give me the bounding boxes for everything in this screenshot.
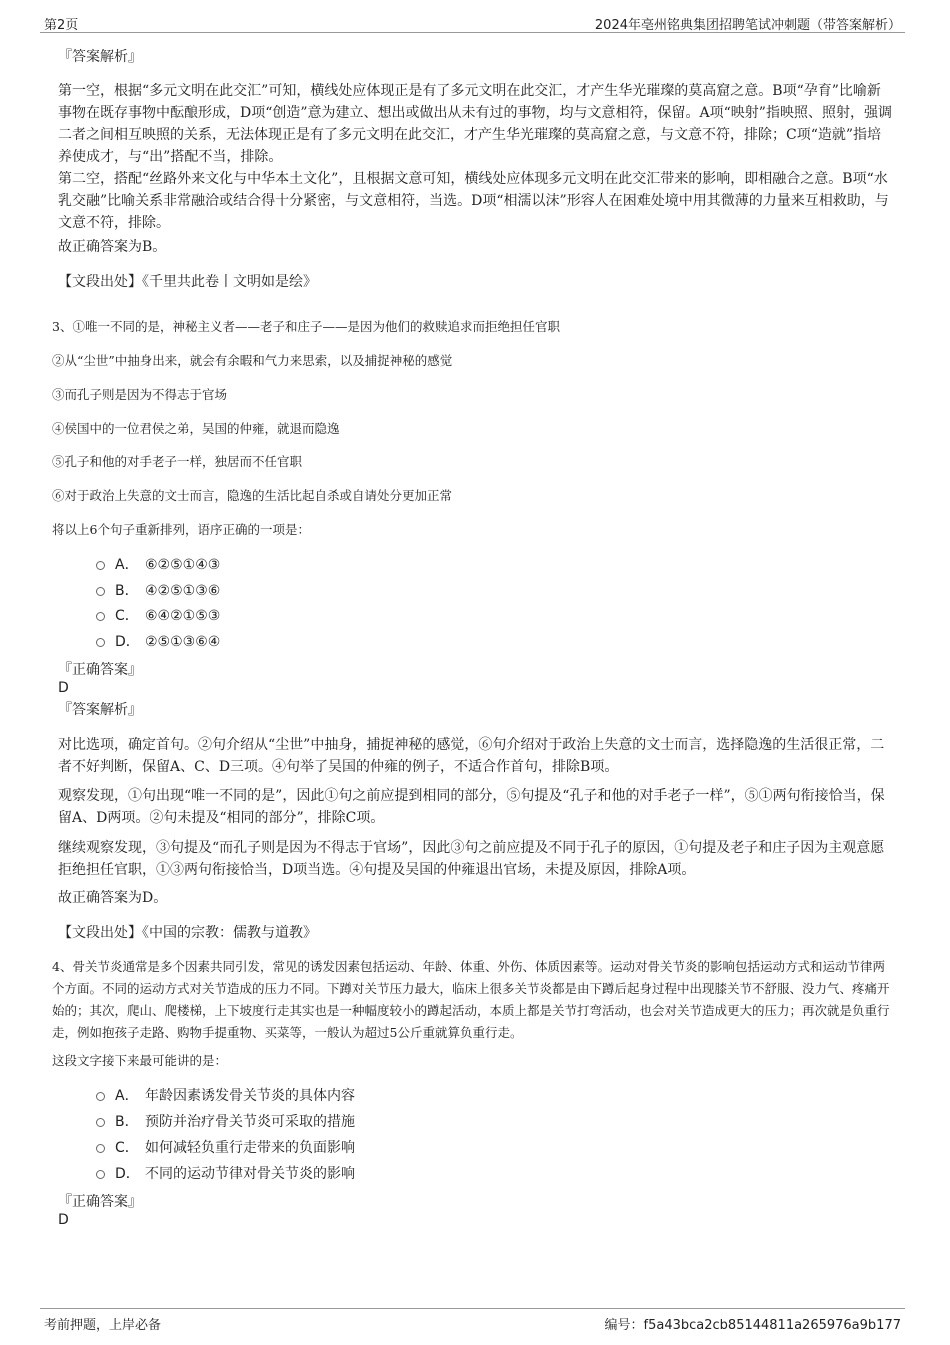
q2-analysis-p2: 第二空，搭配“丝路外来文化与中华本土文化”，且根据文意可知，横线处应体现多元文明在此交汇带来的影响，即相融合之意。B项“水乳交融”比喻关系非常融洽或结合得十分紧密，与文意相符，当选。D项“相濡以沫”形容人在困难处境中用其微薄的力量来互相救助，与文意不符，排除。 bbox=[58, 171, 889, 231]
q3-sentence-3: ③而孔子则是因为不得志于官场 bbox=[52, 387, 228, 402]
q4-option-b[interactable]: B． 预防并治疗骨关节炎可采取的措施 bbox=[96, 1111, 355, 1133]
radio-icon[interactable] bbox=[96, 1170, 105, 1179]
page-header bbox=[40, 10, 905, 33]
q3-option-b[interactable]: B． ④②⑤①③⑥ bbox=[96, 580, 220, 602]
q3-correct-answer: D bbox=[58, 680, 69, 696]
document-code: 编号：f5a43bca2cb85144811a265976a9b177 bbox=[604, 1318, 901, 1333]
q4-option-c[interactable]: C． 如何减轻负重行走带来的负面影响 bbox=[96, 1137, 355, 1159]
q4-stem: 4、骨关节炎通常是多个因素共同引发，常见的诱发因素包括运动、年龄、体重、外伤、体质因素等。运动对骨关节炎的影响包括运动方式和运动节律两个方面。不同的运动方式对关节造成的压力不同。下蹲对关节压力最大，临床上很多关节炎都是由下蹲后起身过程中出现膝关节不舒服、没力气、疼痛开始的；其次，爬山、爬楼梯，上下坡度行走其实也是一种幅度较小的蹲起活动，本质上都是关节打弯活动，也会对关节造成更大的压力；再次就是负重行走，例如抱孩子走路、购物手提重物、买菜等，一般认为超过5公斤重就算负重行走。 bbox=[52, 959, 890, 1040]
q3-analysis-p2: 观察发现，①句出现“唯一不同的是”，因此①句之前应提到相同的部分，⑤句提及“孔子和他的对手老子一样”，⑤①两句衔接恰当，保留A、D两项。②句未提及“相同的部分”，排除C项。 bbox=[58, 788, 885, 826]
radio-icon[interactable] bbox=[96, 1092, 105, 1101]
q3-option-a[interactable]: A． ⑥②⑤①④③ bbox=[96, 554, 220, 576]
document-title: 2024年亳州铭典集团招聘笔试冲刺题（带答案解析） bbox=[594, 18, 901, 33]
q3-sentence-4: ④侯国中的一位君侯之弟，吴国的仲雍，就退而隐逸 bbox=[52, 421, 340, 436]
radio-icon[interactable] bbox=[96, 561, 105, 570]
q4-option-d[interactable]: D． 不同的运动节律对骨关节炎的影响 bbox=[96, 1163, 355, 1185]
q4-correct-answer: D bbox=[58, 1212, 69, 1228]
q3-sentence-5: ⑤孔子和他的对手老子一样，独居而不任官职 bbox=[52, 454, 303, 469]
q2-source: 【文段出处】《千里共此卷丨文明如是绘》 bbox=[58, 274, 317, 290]
q4-question: 这段文字接下来最可能讲的是： bbox=[52, 1053, 228, 1068]
footer-slogan: 考前押题，上岸必备 bbox=[44, 1318, 162, 1333]
q3-option-c[interactable]: C． ⑥④②①⑤③ bbox=[96, 605, 220, 627]
q4-correct-title: 『正确答案』 bbox=[58, 1194, 142, 1210]
radio-icon[interactable] bbox=[96, 638, 105, 647]
q2-analysis-title: 『答案解析』 bbox=[58, 49, 142, 65]
radio-icon[interactable] bbox=[96, 1144, 105, 1153]
q3-sentence-6: ⑥对于政治上失意的文士而言，隐逸的生活比起自杀或自请处分更加正常 bbox=[52, 488, 453, 503]
page-footer bbox=[40, 1308, 905, 1333]
radio-icon[interactable] bbox=[96, 1118, 105, 1127]
q3-analysis-p4: 故正确答案为D。 bbox=[58, 890, 168, 906]
q3-analysis-p1: 对比选项，确定首句。②句介绍从“尘世”中抽身，捕捉神秘的感觉，⑥句介绍对于政治上失意的文士而言，选择隐逸的生活很正常，二者不好判断，保留A、C、D三项。④句举了吴国的仲雍的例子，不适合作首句，排除B项。 bbox=[58, 737, 885, 775]
q2-analysis-p3: 故正确答案为B。 bbox=[58, 239, 167, 255]
q3-analysis-p3: 继续观察发现，③句提及“而孔子则是因为不得志于官场”，因此③句之前应提及不同于孔子的原因，①句提及老子和庄子因为主观意愿拒绝担任官职，①③两句衔接恰当，D项当选。④句提及吴国的仲雍退出官场，未提及原因，排除A项。 bbox=[58, 840, 885, 878]
radio-icon[interactable] bbox=[96, 587, 105, 596]
q3-question: 将以上6个句子重新排列，语序正确的一项是： bbox=[52, 522, 310, 537]
q3-sentence-2: ②从“尘世”中抽身出来，就会有余暇和气力来思索，以及捕捉神秘的感觉 bbox=[52, 353, 453, 368]
q3-analysis-title: 『答案解析』 bbox=[58, 702, 142, 718]
q3-option-d[interactable]: D． ②⑤①③⑥④ bbox=[96, 631, 220, 653]
q3-stem: 3、①唯一不同的是，神秘主义者——老子和庄子——是因为他们的救赎追求而拒绝担任官职 bbox=[52, 319, 560, 334]
q2-analysis-p1: 第一空，根据“多元文明在此交汇”可知，横线处应体现正是有了多元文明在此交汇，才产生华光璀璨的莫高窟之意。B项“孕育”比喻新事物在既存事物中酝酿形成，D项“创造”意为建立、想出或做出从未有过的事物，均与文意相符，保留。A项“映射”指映照、照射，强调二者之间相互映照的关系，无法体现正是有了多元文明在此交汇，才产生华光璀璨的莫高窟之意，与文意不符，排除；C项“造就”指培养使成才，与“出”搭配不当，排除。 bbox=[58, 83, 892, 165]
q3-source: 【文段出处】《中国的宗教：儒教与道教》 bbox=[58, 925, 317, 941]
page-number: 第2页 bbox=[44, 18, 79, 33]
q4-option-a[interactable]: A． 年龄因素诱发骨关节炎的具体内容 bbox=[96, 1085, 355, 1107]
radio-icon[interactable] bbox=[96, 612, 105, 621]
q3-correct-title: 『正确答案』 bbox=[58, 662, 142, 678]
